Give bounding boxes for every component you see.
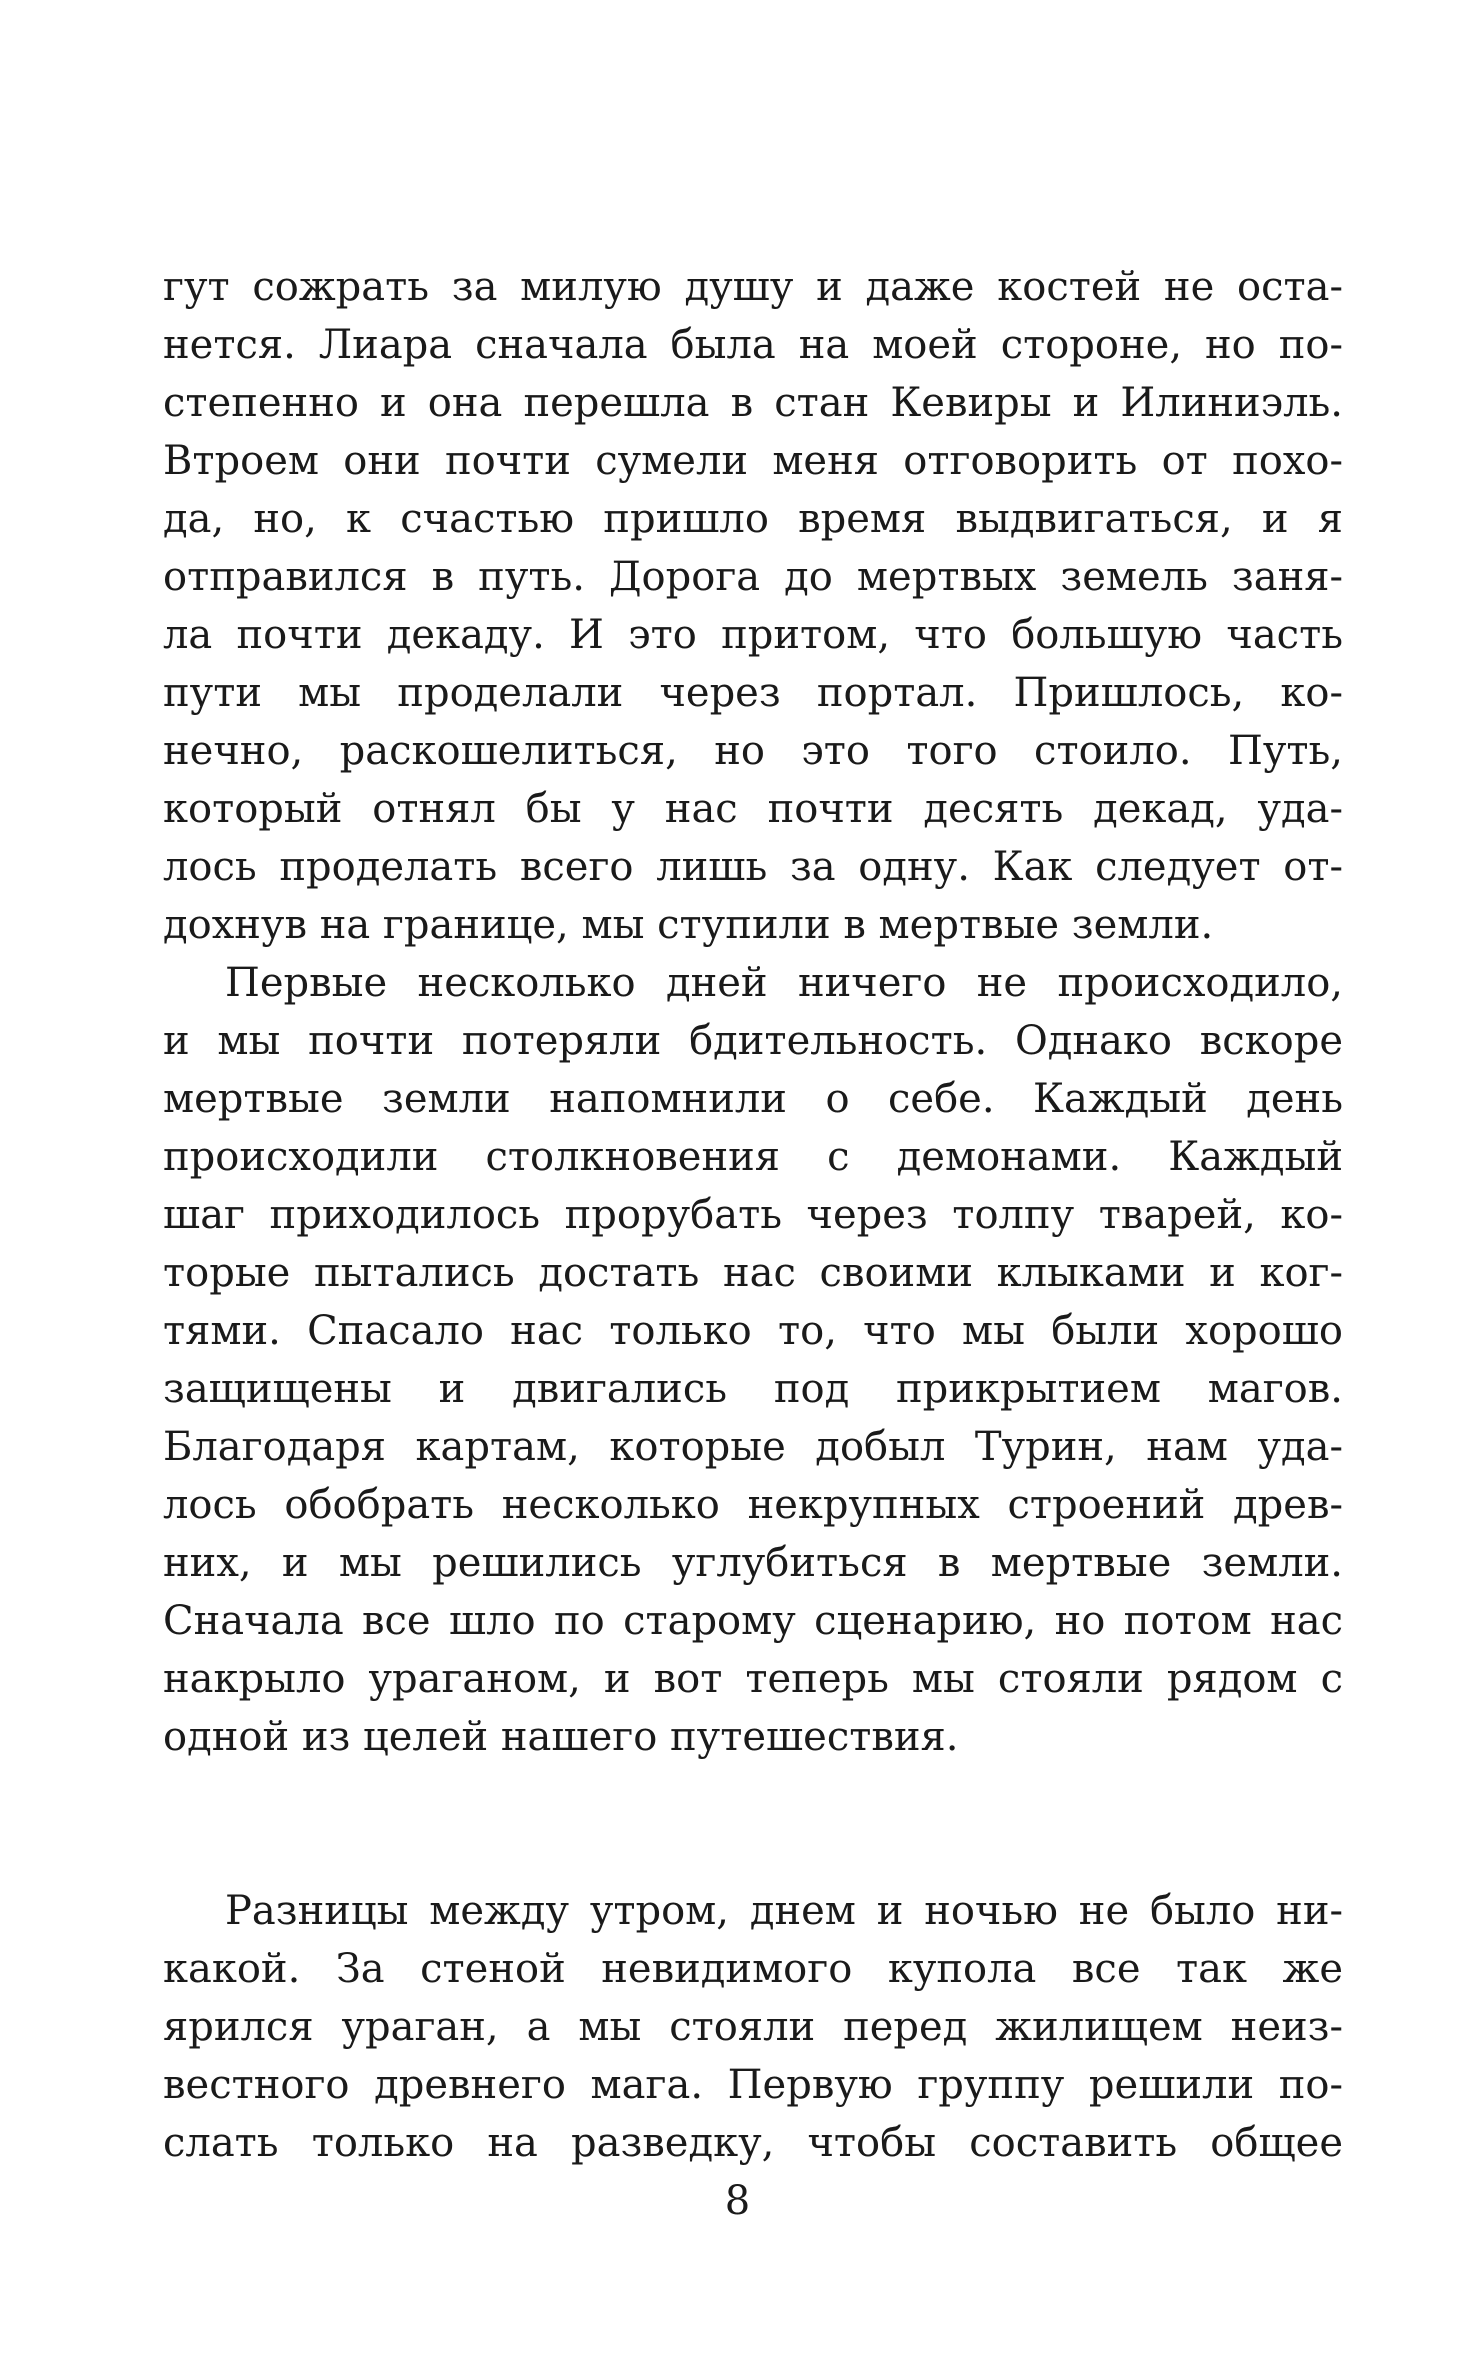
text-line: тями. Спасало нас только то, что мы были хорошо bbox=[163, 1308, 1343, 1354]
text-line: мертвые земли напомнили о себе. Каждый день bbox=[163, 1076, 1343, 1122]
text-line: накрыло ураганом, и вот теперь мы стояли рядом с bbox=[163, 1656, 1343, 1702]
text-line: пути мы проделали через портал. Пришлось, ко- bbox=[163, 670, 1343, 716]
text-line: шаг приходилось прорубать через толпу тварей, ко- bbox=[163, 1192, 1343, 1238]
text-line: ла почти декаду. И это притом, что большую часть bbox=[163, 612, 1343, 658]
text-line: происходили столкновения с демонами. Каждый bbox=[163, 1134, 1343, 1180]
text-line: Благодаря картам, которые добыл Турин, нам уда- bbox=[163, 1424, 1343, 1470]
paragraph-2 bbox=[163, 954, 1343, 1766]
text-line: нется. Лиара сначала была на моей стороне, но по- bbox=[163, 322, 1343, 368]
text-line: степенно и она перешла в стан Кевиры и Илиниэль. bbox=[163, 380, 1343, 426]
text-line: Разницы между утром, днем и ночью не было ни- bbox=[225, 1888, 1343, 1934]
text-line: них, и мы решились углубиться в мертвые земли. bbox=[163, 1540, 1343, 1586]
text-line: какой. За стеной невидимого купола все так же bbox=[163, 1946, 1343, 1992]
text-line: одной из целей нашего путешествия. bbox=[163, 1714, 959, 1760]
text-line: слать только на разведку, чтобы составить общее bbox=[163, 2120, 1343, 2166]
text-line: да, но, к счастью пришло время выдвигаться, и я bbox=[163, 496, 1343, 542]
text-line: ярился ураган, а мы стояли перед жилищем неиз- bbox=[163, 2004, 1343, 2050]
text-line: и мы почти потеряли бдительность. Однако вскоре bbox=[163, 1018, 1343, 1064]
text-line: Втроем они почти сумели меня отговорить от похо- bbox=[163, 438, 1343, 484]
text-line: вестного древнего мага. Первую группу решили по- bbox=[163, 2062, 1343, 2108]
text-line: лось обобрать несколько некрупных строений древ- bbox=[163, 1482, 1343, 1528]
text-line: нечно, раскошелиться, но это того стоило. Путь, bbox=[163, 728, 1343, 774]
text-line: который отнял бы у нас почти десять декад, уда- bbox=[163, 786, 1343, 832]
text-line: торые пытались достать нас своими клыками и ког- bbox=[163, 1250, 1343, 1296]
paragraph-1 bbox=[163, 258, 1343, 954]
text-line: защищены и двигались под прикрытием магов. bbox=[163, 1366, 1343, 1412]
text-line: отправился в путь. Дорога до мертвых земель заня- bbox=[163, 554, 1343, 600]
text-line: Первые несколько дней ничего не происходило, bbox=[225, 960, 1343, 1006]
text-line: дохнув на границе, мы ступили в мертвые земли. bbox=[163, 902, 1214, 948]
page-body bbox=[163, 258, 1343, 2172]
text-line: лось проделать всего лишь за одну. Как следует от- bbox=[163, 844, 1343, 890]
text-line: Сначала все шло по старому сценарию, но потом нас bbox=[163, 1598, 1343, 1644]
text-line: гут сожрать за милую душу и даже костей не оста- bbox=[163, 264, 1343, 310]
section-break bbox=[163, 1766, 1343, 1882]
page-number: 8 bbox=[724, 2178, 751, 2224]
paragraph-3 bbox=[163, 1882, 1343, 2172]
